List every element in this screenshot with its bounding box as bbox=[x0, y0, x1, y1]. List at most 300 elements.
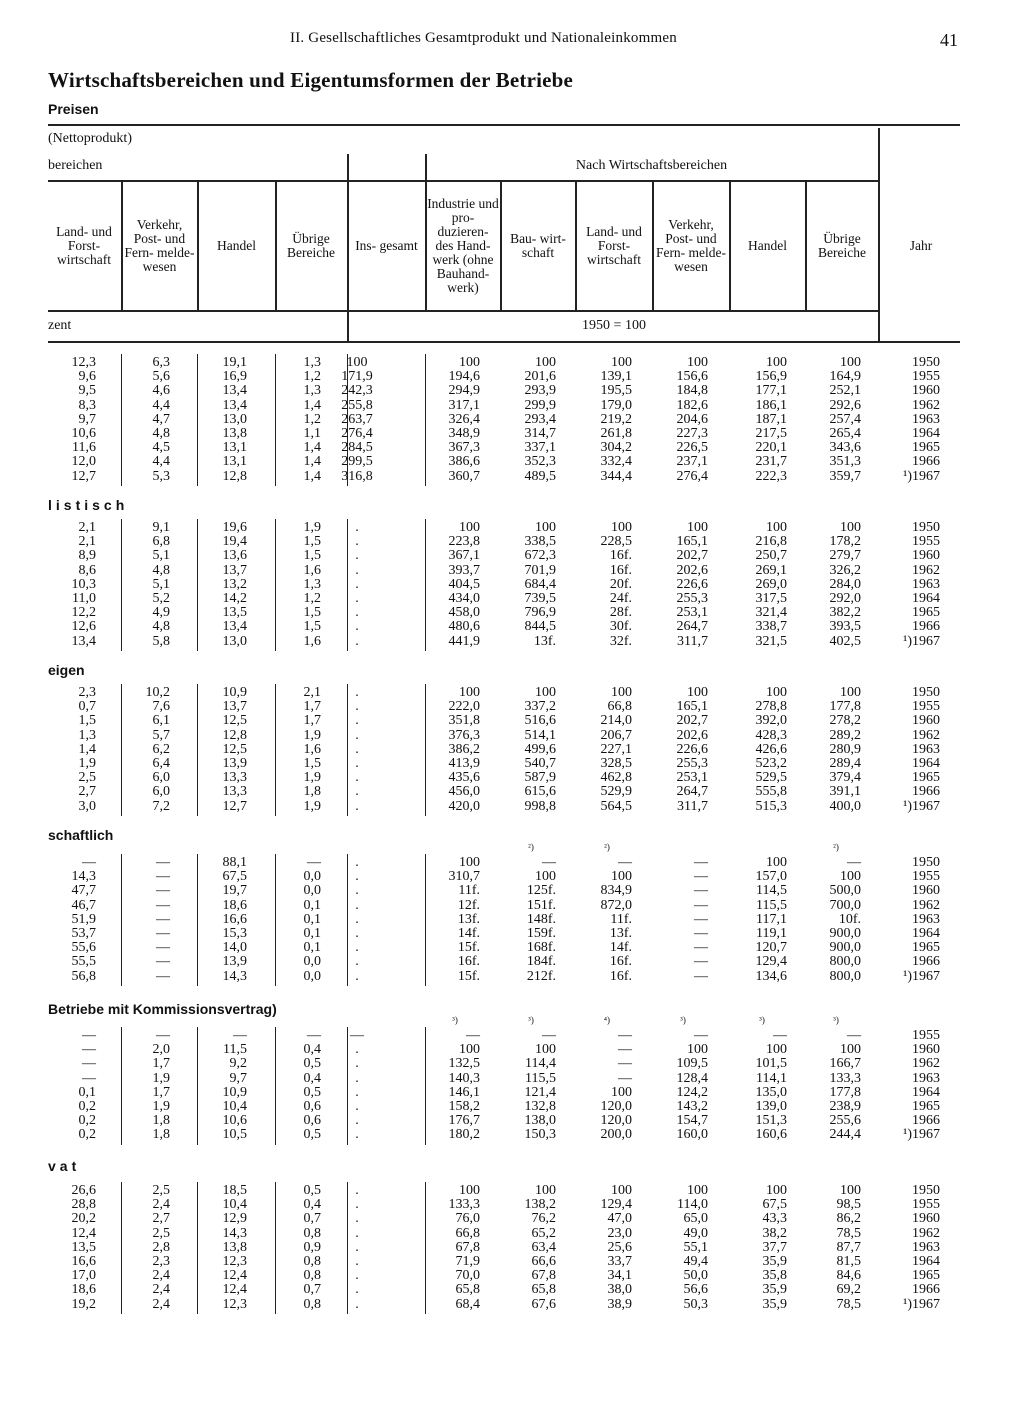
table-cell: 367,1 bbox=[448, 548, 480, 564]
table-cell: 114,1 bbox=[756, 1070, 787, 1086]
table-cell: 1,5 bbox=[303, 548, 321, 564]
table-cell: . bbox=[355, 911, 359, 927]
table-cell: ¹)1967 bbox=[903, 1127, 940, 1143]
table-cell: 337,2 bbox=[524, 699, 556, 715]
table-cell: 100 bbox=[535, 1042, 556, 1058]
table-cell: 71,9 bbox=[455, 1253, 480, 1269]
table-cell: 206,7 bbox=[600, 727, 632, 743]
table-cell: — bbox=[847, 855, 861, 870]
data-column bbox=[251, 686, 321, 814]
table-cell: 1966 bbox=[912, 454, 940, 470]
table-cell: . bbox=[355, 770, 359, 786]
table-cell: 13,4 bbox=[222, 383, 247, 399]
table-cell: 12,7 bbox=[71, 468, 96, 484]
data-column bbox=[717, 356, 787, 484]
table-cell: 179,0 bbox=[600, 397, 632, 413]
table-cell: 529,5 bbox=[755, 770, 787, 786]
table-cell: 1962 bbox=[912, 1225, 940, 1241]
table-cell: 311,7 bbox=[677, 798, 708, 814]
table-cell: 151f. bbox=[526, 897, 556, 913]
table-cell: 100 bbox=[611, 685, 632, 700]
table-cell: — bbox=[694, 911, 708, 927]
table-cell: 587,9 bbox=[524, 770, 556, 786]
data-column bbox=[177, 856, 247, 984]
table-cell: 523,2 bbox=[755, 755, 787, 771]
table-cell: 0,8 bbox=[303, 1268, 321, 1284]
table-cell: 269,0 bbox=[755, 576, 787, 592]
data-column bbox=[410, 521, 480, 649]
table-cell: 684,4 bbox=[524, 576, 556, 592]
table-cell: — bbox=[618, 1070, 632, 1086]
data-column bbox=[791, 856, 861, 984]
table-cell: 100 bbox=[840, 1183, 861, 1198]
data-column bbox=[717, 1029, 787, 1143]
table-cell: . bbox=[355, 576, 359, 592]
table-cell: — bbox=[694, 883, 708, 899]
table-cell: 2,1 bbox=[78, 520, 96, 535]
table-cell: 10,4 bbox=[222, 1098, 247, 1114]
table-cell: 151,3 bbox=[755, 1113, 787, 1129]
table-cell: 100 bbox=[535, 520, 556, 535]
data-column bbox=[251, 521, 321, 649]
table-cell: 244,4 bbox=[829, 1127, 861, 1143]
table-cell: 227,3 bbox=[676, 425, 708, 441]
table-cell: 15f. bbox=[457, 940, 480, 956]
table-cell: 81,5 bbox=[836, 1253, 861, 1269]
rule-group bbox=[48, 180, 878, 182]
table-cell: 10,3 bbox=[71, 576, 96, 592]
table-cell: 278,8 bbox=[755, 699, 787, 715]
table-cell: 14,2 bbox=[222, 590, 247, 606]
data-column bbox=[322, 356, 392, 484]
table-cell: 132,5 bbox=[448, 1056, 480, 1072]
table-cell: 121,4 bbox=[524, 1084, 556, 1100]
table-cell: 1950 bbox=[912, 855, 940, 870]
table-cell: 65,0 bbox=[683, 1211, 708, 1227]
table-cell: 100 bbox=[535, 1183, 556, 1198]
table-cell: 226,6 bbox=[676, 576, 708, 592]
table-cell: 3,0 bbox=[78, 798, 96, 814]
table-cell: 9,7 bbox=[229, 1070, 247, 1086]
table-cell: 796,9 bbox=[524, 605, 556, 621]
table-cell: 117,1 bbox=[756, 911, 787, 927]
data-column bbox=[486, 521, 556, 649]
table-cell: . bbox=[355, 590, 359, 606]
table-cell: 47,0 bbox=[607, 1211, 632, 1227]
table-cell: 264,7 bbox=[676, 784, 708, 800]
table-cell: 47,7 bbox=[71, 883, 96, 899]
data-column bbox=[791, 356, 861, 484]
table-cell: . bbox=[355, 954, 359, 970]
table-cell: — bbox=[82, 1070, 96, 1086]
table-cell: 66,6 bbox=[531, 1253, 556, 1269]
table-cell: 0,1 bbox=[303, 940, 321, 956]
table-cell: 14,3 bbox=[71, 869, 96, 885]
table-cell: 279,7 bbox=[829, 548, 861, 564]
table-cell: 139,1 bbox=[600, 369, 632, 385]
table-cell: 1,2 bbox=[303, 411, 321, 427]
table-cell: 0,5 bbox=[303, 1084, 321, 1100]
table-cell: 100 bbox=[535, 685, 556, 700]
table-cell: 201,6 bbox=[524, 369, 556, 385]
table-cell: 16f. bbox=[609, 954, 632, 970]
footnote-marker: ³) bbox=[680, 1015, 686, 1025]
table-cell: — bbox=[156, 968, 170, 984]
table-cell: 98,5 bbox=[836, 1197, 861, 1213]
table-cell: 386,6 bbox=[448, 454, 480, 470]
data-column bbox=[717, 1184, 787, 1312]
table-cell: 420,0 bbox=[448, 798, 480, 814]
table-cell: 435,6 bbox=[448, 770, 480, 786]
table-cell: 382,2 bbox=[829, 605, 861, 621]
table-cell: 53,7 bbox=[71, 925, 96, 941]
footnote-marker: ³) bbox=[452, 1015, 458, 1025]
table-cell: 35,9 bbox=[762, 1253, 787, 1269]
table-cell: — bbox=[694, 954, 708, 970]
table-cell: 129,4 bbox=[600, 1197, 632, 1213]
table-cell: 1960 bbox=[912, 883, 940, 899]
table-cell: 132,8 bbox=[524, 1098, 556, 1114]
table-cell: 900,0 bbox=[829, 925, 861, 941]
data-column bbox=[100, 856, 170, 984]
table-cell: 100 bbox=[459, 520, 480, 535]
data-column bbox=[870, 686, 940, 814]
table-cell: 0,2 bbox=[78, 1113, 96, 1129]
table-cell: 0,0 bbox=[303, 954, 321, 970]
table-cell: 1,4 bbox=[303, 454, 321, 470]
table-cell: 16,9 bbox=[222, 369, 247, 385]
table-cell: 393,5 bbox=[829, 619, 861, 635]
data-column bbox=[486, 1029, 556, 1143]
table-cell: 1,7 bbox=[152, 1056, 170, 1072]
table-cell: . bbox=[355, 1197, 359, 1213]
table-cell: 16,6 bbox=[222, 911, 247, 927]
table-cell: 0,4 bbox=[303, 1197, 321, 1213]
table-cell: 12,4 bbox=[222, 1282, 247, 1298]
table-cell: 402,5 bbox=[829, 633, 861, 649]
table-cell: 5,3 bbox=[152, 468, 170, 484]
table-cell: 55,1 bbox=[683, 1239, 708, 1255]
table-cell: 2,5 bbox=[152, 1225, 170, 1241]
table-cell: 250,7 bbox=[755, 548, 787, 564]
table-cell: 14,3 bbox=[222, 968, 247, 984]
table-cell: 0,5 bbox=[303, 1056, 321, 1072]
table-cell: — bbox=[156, 954, 170, 970]
table-cell: 2,5 bbox=[152, 1183, 170, 1198]
table-cell: 19,4 bbox=[222, 534, 247, 550]
table-cell: 6,0 bbox=[152, 770, 170, 786]
table-cell: 317,5 bbox=[755, 590, 787, 606]
table-cell: 1,1 bbox=[303, 425, 321, 441]
table-cell: 314,7 bbox=[524, 425, 556, 441]
table-cell: 10,6 bbox=[71, 425, 96, 441]
table-cell: 1966 bbox=[912, 1113, 940, 1129]
table-cell: 2,4 bbox=[152, 1296, 170, 1312]
table-cell: 4,4 bbox=[152, 454, 170, 470]
table-cell: 263,7 bbox=[341, 411, 373, 427]
table-cell: 1,4 bbox=[303, 397, 321, 413]
table-cell: 0,2 bbox=[78, 1098, 96, 1114]
table-cell: 1,5 bbox=[303, 534, 321, 550]
table-cell: 84,6 bbox=[836, 1268, 861, 1284]
table-cell: 68,4 bbox=[455, 1296, 480, 1312]
table-cell: 202,6 bbox=[676, 562, 708, 578]
table-cell: 38,0 bbox=[607, 1282, 632, 1298]
data-column bbox=[26, 856, 96, 984]
table-cell: 6,2 bbox=[152, 741, 170, 757]
table-cell: 100 bbox=[840, 355, 861, 370]
table-cell: 124,2 bbox=[676, 1084, 708, 1100]
table-cell: 63,4 bbox=[531, 1239, 556, 1255]
table-cell: 13,1 bbox=[222, 440, 247, 456]
table-cell: 1960 bbox=[912, 383, 940, 399]
data-column bbox=[562, 686, 632, 814]
table-cell: 133,3 bbox=[448, 1197, 480, 1213]
table-cell: 428,3 bbox=[755, 727, 787, 743]
table-cell: 4,8 bbox=[152, 562, 170, 578]
table-cell: 119,1 bbox=[756, 925, 787, 941]
table-cell: . bbox=[355, 520, 359, 535]
table-cell: 1,4 bbox=[303, 440, 321, 456]
table-cell: 0,1 bbox=[303, 925, 321, 941]
table-cell: 1960 bbox=[912, 713, 940, 729]
table-cell: 255,3 bbox=[676, 590, 708, 606]
table-cell: 13,0 bbox=[222, 633, 247, 649]
table-cell: 344,4 bbox=[600, 468, 632, 484]
col-header-11: Jahr bbox=[909, 238, 933, 253]
section-label: listisch bbox=[48, 497, 129, 513]
table-cell: 456,0 bbox=[448, 784, 480, 800]
data-column bbox=[791, 1184, 861, 1312]
table-cell: . bbox=[355, 925, 359, 941]
table-cell: 76,0 bbox=[455, 1211, 480, 1227]
table-cell: 18,5 bbox=[222, 1183, 247, 1198]
table-cell: 0,8 bbox=[303, 1225, 321, 1241]
section-label: vat bbox=[48, 1158, 81, 1174]
table-cell: 204,6 bbox=[676, 411, 708, 427]
table-cell: 1,9 bbox=[303, 770, 321, 786]
table-cell: 16,6 bbox=[71, 1253, 96, 1269]
table-cell: 844,5 bbox=[524, 619, 556, 635]
col-header-3: Übrige Bereiche bbox=[287, 231, 335, 260]
table-cell: — bbox=[542, 1028, 556, 1043]
table-cell: 10f. bbox=[838, 911, 861, 927]
data-column bbox=[100, 686, 170, 814]
table-cell: 326,4 bbox=[448, 411, 480, 427]
table-cell: 1,3 bbox=[303, 355, 321, 370]
col-header-2: Handel bbox=[217, 238, 256, 253]
table-cell: — bbox=[156, 855, 170, 870]
table-cell: 129,4 bbox=[755, 954, 787, 970]
table-cell: 1962 bbox=[912, 562, 940, 578]
table-cell: 1965 bbox=[912, 605, 940, 621]
table-cell: 114,5 bbox=[756, 883, 787, 899]
table-cell: 18,6 bbox=[222, 897, 247, 913]
data-column bbox=[791, 1029, 861, 1143]
footnote-marker: ³) bbox=[528, 1015, 534, 1025]
table-cell: 220,1 bbox=[755, 440, 787, 456]
section-label: eigen bbox=[48, 662, 85, 678]
table-cell: — bbox=[694, 925, 708, 941]
table-cell: 101,5 bbox=[755, 1056, 787, 1072]
data-column bbox=[410, 856, 480, 984]
table-cell: 231,7 bbox=[755, 454, 787, 470]
table-cell: 0,0 bbox=[303, 869, 321, 885]
data-column bbox=[26, 356, 96, 484]
table-cell: 100 bbox=[840, 685, 861, 700]
table-cell: 19,2 bbox=[71, 1296, 96, 1312]
table-cell: 6,8 bbox=[152, 534, 170, 550]
table-cell: . bbox=[355, 1296, 359, 1312]
table-cell: 413,9 bbox=[448, 755, 480, 771]
table-cell: 1966 bbox=[912, 784, 940, 800]
table-cell: 0,1 bbox=[303, 897, 321, 913]
table-cell: 337,1 bbox=[524, 440, 556, 456]
table-cell: 2,8 bbox=[152, 1239, 170, 1255]
footnote-marker: ²) bbox=[833, 842, 839, 852]
page-number: 41 bbox=[940, 30, 958, 50]
table-cell: — bbox=[694, 869, 708, 885]
table-cell: 100 bbox=[535, 869, 556, 885]
table-cell: ¹)1967 bbox=[903, 798, 940, 814]
table-cell: 499,6 bbox=[524, 741, 556, 757]
data-column bbox=[486, 856, 556, 984]
table-cell: 100 bbox=[766, 1183, 787, 1198]
table-cell: 55,5 bbox=[71, 954, 96, 970]
data-column bbox=[251, 356, 321, 484]
table-cell: 20,2 bbox=[71, 1211, 96, 1227]
table-cell: 310,7 bbox=[448, 869, 480, 885]
table-cell: 360,7 bbox=[448, 468, 480, 484]
table-cell: 28,8 bbox=[71, 1197, 96, 1213]
table-cell: 1965 bbox=[912, 940, 940, 956]
table-cell: 1965 bbox=[912, 1268, 940, 1284]
table-cell: 2,4 bbox=[152, 1268, 170, 1284]
table-cell: 10,9 bbox=[222, 685, 247, 700]
table-cell: 160,0 bbox=[676, 1127, 708, 1143]
table-cell: 223,8 bbox=[448, 534, 480, 550]
table-cell: 69,2 bbox=[836, 1282, 861, 1298]
data-column bbox=[322, 1184, 392, 1312]
table-cell: . bbox=[355, 1084, 359, 1100]
data-column bbox=[870, 1184, 940, 1312]
data-column bbox=[638, 1029, 708, 1143]
table-cell: 0,0 bbox=[303, 883, 321, 899]
table-cell: 180,2 bbox=[448, 1127, 480, 1143]
table-cell: ¹)1967 bbox=[903, 468, 940, 484]
table-cell: 391,1 bbox=[829, 784, 861, 800]
table-cell: 352,3 bbox=[524, 454, 556, 470]
table-cell: 146,1 bbox=[448, 1084, 480, 1100]
data-column bbox=[562, 356, 632, 484]
table-cell: 128,4 bbox=[676, 1070, 708, 1086]
table-cell: 2,7 bbox=[78, 784, 96, 800]
table-cell: 255,6 bbox=[829, 1113, 861, 1129]
table-cell: 14,0 bbox=[222, 940, 247, 956]
table-cell: 177,1 bbox=[755, 383, 787, 399]
table-cell: 12,2 bbox=[71, 605, 96, 621]
table-cell: 1,7 bbox=[303, 699, 321, 715]
table-cell: 701,9 bbox=[524, 562, 556, 578]
table-cell: 5,6 bbox=[152, 369, 170, 385]
table-cell: 46,7 bbox=[71, 897, 96, 913]
table-cell: . bbox=[355, 755, 359, 771]
table-cell: 1,9 bbox=[152, 1070, 170, 1086]
table-cell: 1965 bbox=[912, 770, 940, 786]
table-cell: 13f. bbox=[609, 925, 632, 941]
table-cell: — bbox=[82, 855, 96, 870]
table-cell: 65,2 bbox=[531, 1225, 556, 1241]
table-cell: 1964 bbox=[912, 925, 940, 941]
table-cell: 2,4 bbox=[152, 1282, 170, 1298]
table-cell: 227,1 bbox=[600, 741, 632, 757]
table-cell: 100 bbox=[840, 869, 861, 885]
table-cell: . bbox=[355, 633, 359, 649]
table-cell: 214,0 bbox=[600, 713, 632, 729]
table-cell: 1960 bbox=[912, 1042, 940, 1058]
table-cell: — bbox=[847, 1028, 861, 1043]
table-cell: 338,5 bbox=[524, 534, 556, 550]
table-cell: 9,7 bbox=[78, 411, 96, 427]
table-cell: 321,4 bbox=[755, 605, 787, 621]
table-cell: 1,4 bbox=[78, 741, 96, 757]
table-cell: 182,6 bbox=[676, 397, 708, 413]
table-cell: 237,1 bbox=[676, 454, 708, 470]
table-cell: 25,6 bbox=[607, 1239, 632, 1255]
data-column bbox=[100, 356, 170, 484]
table-cell: 100 bbox=[766, 355, 787, 370]
footnote-marker: ²) bbox=[528, 842, 534, 852]
table-cell: 1962 bbox=[912, 1056, 940, 1072]
table-cell: 12,8 bbox=[222, 468, 247, 484]
table-cell: 299,5 bbox=[341, 454, 373, 470]
data-column bbox=[26, 1029, 96, 1143]
table-cell: 26,6 bbox=[71, 1183, 96, 1198]
table-cell: 276,4 bbox=[676, 468, 708, 484]
table-cell: 115,5 bbox=[525, 1070, 556, 1086]
table-cell: — bbox=[156, 1028, 170, 1043]
table-cell: 278,2 bbox=[829, 713, 861, 729]
table-cell: 100 bbox=[459, 1042, 480, 1058]
table-cell: 6,3 bbox=[152, 355, 170, 370]
table-cell: 261,8 bbox=[600, 425, 632, 441]
table-cell: . bbox=[355, 940, 359, 956]
table-cell: 500,0 bbox=[829, 883, 861, 899]
table-cell: 2,1 bbox=[303, 685, 321, 700]
table-cell: 49,4 bbox=[683, 1253, 708, 1269]
table-cell: 38,2 bbox=[762, 1225, 787, 1241]
table-cell: 10,9 bbox=[222, 1084, 247, 1100]
table-cell: 15,3 bbox=[222, 925, 247, 941]
table-cell: 348,9 bbox=[448, 425, 480, 441]
table-cell: 252,1 bbox=[829, 383, 861, 399]
table-cell: 1965 bbox=[912, 440, 940, 456]
table-cell: 15f. bbox=[457, 968, 480, 984]
table-cell: 114,4 bbox=[525, 1056, 556, 1072]
table-cell: 165,1 bbox=[676, 699, 708, 715]
table-cell: 0,6 bbox=[303, 1113, 321, 1129]
table-cell: 184,8 bbox=[676, 383, 708, 399]
table-cell: 1966 bbox=[912, 619, 940, 635]
table-cell: 114,0 bbox=[677, 1197, 708, 1213]
table-cell: . bbox=[355, 1098, 359, 1114]
table-cell: 19,1 bbox=[222, 355, 247, 370]
table-cell: 67,8 bbox=[531, 1268, 556, 1284]
table-cell: . bbox=[355, 1225, 359, 1241]
table-cell: 6,0 bbox=[152, 784, 170, 800]
table-cell: — bbox=[350, 1028, 364, 1043]
table-cell: 156,6 bbox=[676, 369, 708, 385]
